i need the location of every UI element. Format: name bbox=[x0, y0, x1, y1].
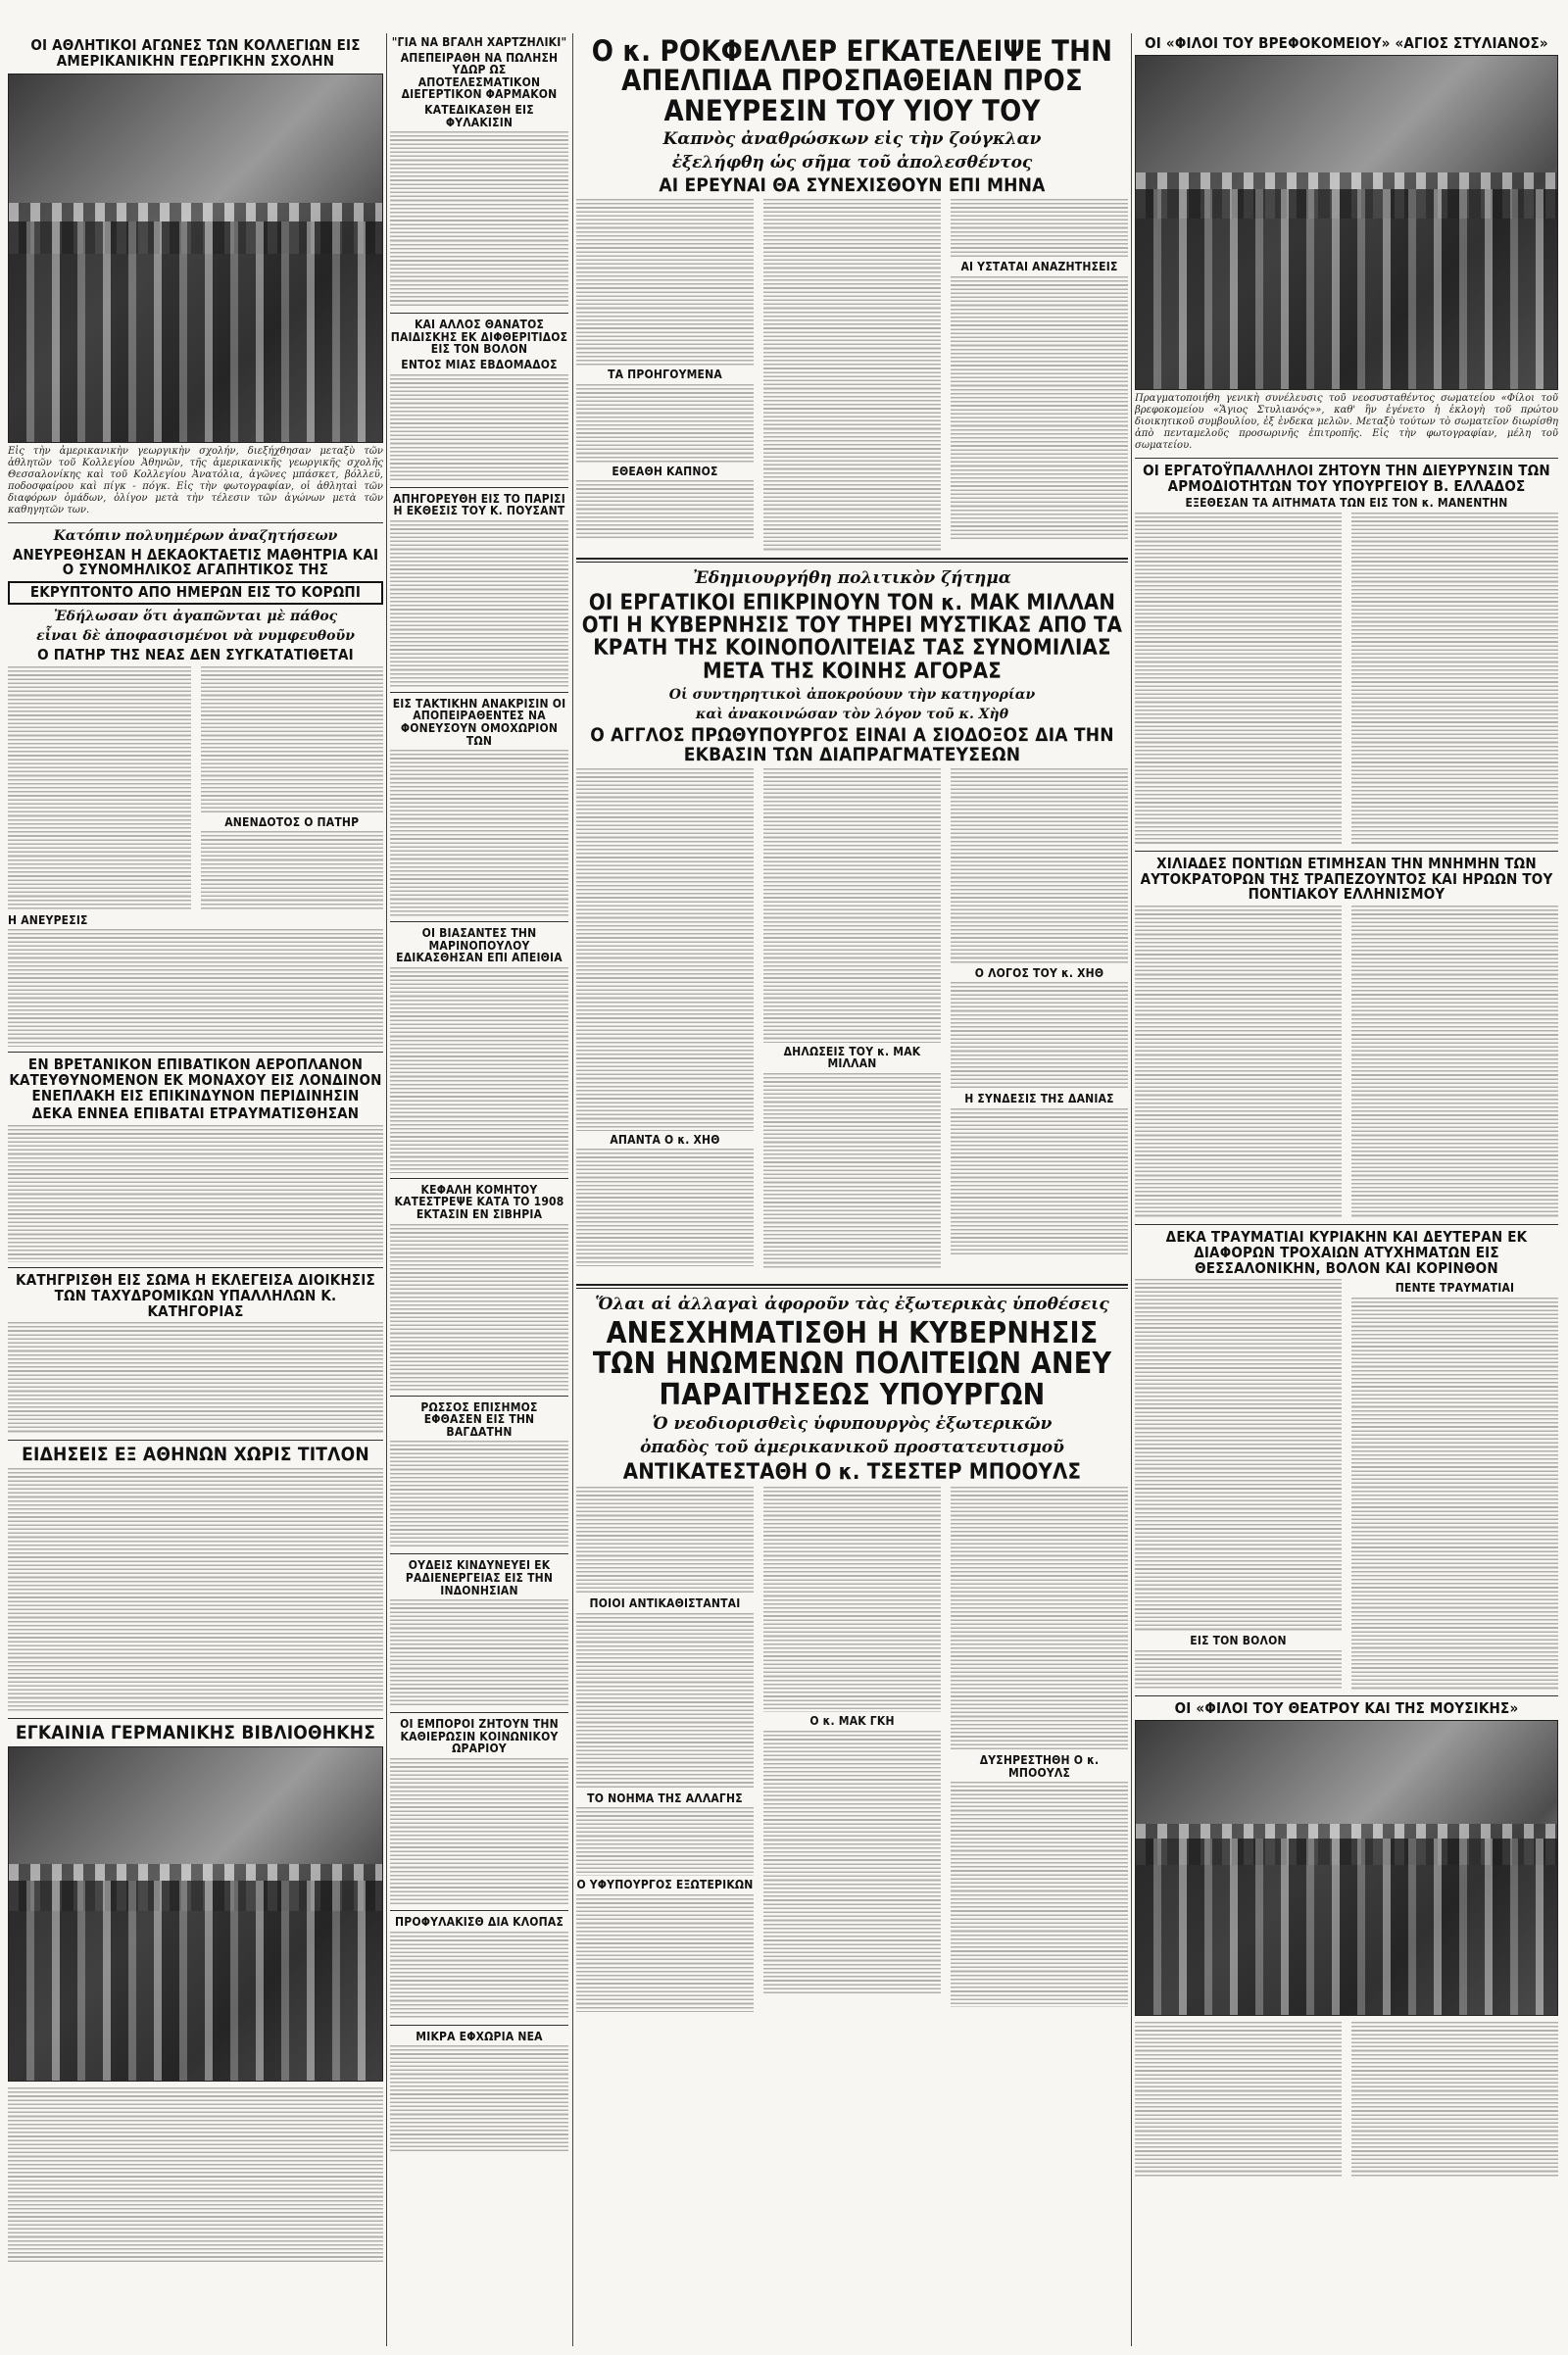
headline-reshuffle: ΑΝΕΣΧΗΜΑΤΙΣΘΗ Η ΚΥΒΕΡΝΗΣΙΣ ΤΩΝ ΗΝΩΜΕΝΩΝ ΠΟΛΙΤΕΙΩΝ ΑΝΕΥ ΠΑΡΑΙΤΗΣΕΩΣ ΥΠΟΥΡΓΩΝ bbox=[592, 1315, 1112, 1412]
kicker-changes: Ὅλαι αἱ ἀλλαγαὶ ἀφοροῦν τὰς ἐξωτερικὰς ὑποθέσεις bbox=[595, 1294, 1109, 1314]
subhead-deputy-2: ὀπαδὸς τοῦ ἀμερικανικοῦ προστατευτισμοῦ bbox=[640, 1438, 1064, 1457]
headline-father: Ο ΠΑΤΗΡ ΤΗΣ ΝΕΑΣ ΔΕΝ ΣΥΓΚΑΤΑΤΙΘΕΤΑΙ bbox=[37, 645, 354, 663]
column-rule bbox=[572, 33, 573, 2346]
caption-orphanage: Πραγματοποιήθη γενικὴ συνέλευσις τοῦ νεοσυσταθέντος σωματείου «Φίλοι τοῦ βρεφοκομείου «Ἅγιος Στυλιανός»», καθ' ἣν ἐγένετο ἡ ἐκλογὴ τοῦ πρώτου διοικητικοῦ συμβουλίου, ἐξ ἑνδεκα μελῶν. Μεταξὺ τούτων τὸ σωματεῖον διωρίσθη ἀπὸ πενταμελοῦς προσωρινῆς ἐπιτροπῆς. Εἰς τὴν φωτογραφίαν, μέλη τοῦ σωματείου. bbox=[1135, 392, 1558, 451]
photo-athletes bbox=[8, 74, 383, 443]
subhead-smoke-1: Καπνὸς ἀναθρώσκων εἰς τὴν ζούγκλαν bbox=[662, 129, 1042, 150]
headline-pontians: ΧΙΛΙΑΔΕΣ ΠΟΝΤΙΩΝ ΕΤΙΜΗΣΑΝ ΤΗΝ ΜΝΗΜΗΝ ΤΩΝ ΑΥΤΟΚΡΑΤΟΡΩΝ ΤΗΣ ΤΡΑΠΕΖΟΥΝΤΟΣ ΚΑΙ ΗΡΩΩΝ ΤΟΥ ΠΟΝΤΙΑΚΟΥ ΕΛΛΗΝΙΣΜΟΥ bbox=[1140, 854, 1553, 904]
label-answer: ΑΠΑΝΤΑ Ο κ. ΧΗΘ bbox=[610, 1132, 720, 1147]
column-4 bbox=[1135, 33, 1558, 2346]
subhead-love-2: εἶναι δὲ ἀποφασισμένοι νὰ νυμφευθοῦν bbox=[36, 627, 355, 644]
headline-british-pm: Ο ΑΓΓΛΟΣ ΠΡΩΘΥΠΟΥΡΓΟΣ ΕΙΝΑΙ Α ΣΙΟΔΟΞΟΣ ΔΙΑ ΤΗΝ ΕΚΒΑΣΙΝ ΤΩΝ ΔΙΑΠΡΑΓΜΑΤΕΥΣΕΩΝ bbox=[590, 723, 1114, 765]
headline-rapists: ΟΙ ΒΙΑΣΑΝΤΕΣ ΤΗΝ ΜΑΡΙΝΟΠΟΥΛΟΥ ΕΔΙΚΑΣΘΗΣΑΝ ΕΠΙ ΑΠΕΙΘΙΑ bbox=[396, 926, 563, 965]
column-rule bbox=[386, 33, 387, 2346]
headline-colleges: ΟΙ ΑΘΛΗΤΙΚΟΙ ΑΓΩΝΕΣ ΤΩΝ ΚΟΛΛΕΓΙΩΝ ΕΙΣ ΑΜΕΡΙΚΑΝΙΚΗΝ ΓΕΩΡΓΙΚΗΝ ΣΧΟΛΗΝ bbox=[30, 36, 361, 70]
headline-prison: ΚΑΤΕΔΙΚΑΣΘΗ ΕΙΣ ΦΥΛΑΚΙΣΙΝ bbox=[424, 102, 534, 129]
headline-library: ΕΓΚΑΙΝΙΑ ΓΕΡΜΑΝΙΚΗΣ ΒΙΒΛΙΟΘΗΚΗΣ bbox=[15, 1722, 376, 1744]
headline-labour: ΟΙ ΕΡΓΑΤΙΚΟΙ ΕΠΙΚΡΙΝΟΥΝ ΤΟΝ κ. ΜΑΚ ΜΙΛΛΑΝ ΟΤΙ Η ΚΥΒΕΡΝΗΣΙΣ ΤΟΥ ΤΗΡΕΙ ΜΥΣΤΙΚΑΣ ΑΠΟ ΤΑ ΚΡΑΤΗ ΤΗΣ ΚΟΙΝΟΠΟΛΙΤΕΙΑΣ ΤΑΣ ΣΥΝΟΜΙΛΙΑΣ ΜΕΤΑ ΤΗΣ ΚΟΙΝΗΣ ΑΓΟΡΑΣ bbox=[581, 591, 1123, 684]
subhead-conservatives-2: καὶ ἀνακοινώσαν τὸν λόγον τοῦ κ. Χὴθ bbox=[695, 706, 1009, 722]
label-heath: Ο ΛΟΓΟΣ ΤΟΥ κ. ΧΗΘ bbox=[974, 965, 1104, 980]
label-found: Η ΑΝΕΥΡΕΣΙΣ bbox=[8, 912, 88, 927]
subhead-love-1: Ἐδήλωσαν ὅτι ἀγαπῶνται μὲ πάθος bbox=[53, 608, 338, 624]
headline-bowles: ΑΝΤΙΚΑΤΕΣΤΑΘΗ Ο κ. ΤΣΕΣΤΕΡ ΜΠΟΟΥΛΣ bbox=[622, 1460, 1082, 1485]
headline-theatre: ΟΙ «ΦΙΛΟΙ ΤΟΥ ΘΕΑΤΡΟΥ ΚΑΙ ΤΗΣ ΜΟΥΣΙΚΗΣ» bbox=[1174, 1699, 1519, 1718]
label-five-injured: ΠΕΝΤΕ ΤΡΑΥΜΑΤΙΑΙ bbox=[1395, 1281, 1515, 1296]
headline-deaths: ΚΑΙ ΑΛΛΟΣ ΘΑΝΑΤΟΣ ΠΑΙΔΙΣΚΗΣ ΕΚ ΔΙΦΘΕΡΙΤΙΔΟΣ ΕΙΣ ΤΟΝ ΒΟΛΟΝ bbox=[390, 318, 568, 357]
column-1 bbox=[8, 35, 383, 2348]
headline-russian: ΡΩΣΣΟΣ ΕΠΙΣΗΜΟΣ ΕΦΘΑΣΕΝ ΕΙΣ ΤΗΝ ΒΑΓΔΑΤΗΝ bbox=[420, 1399, 538, 1439]
headline-drug: ΑΠΕΠΕΙΡΑΘΗ ΝΑ ΠΩΛΗΣΗ ΥΔΩΡ ΩΣ ΑΠΟΤΕΛΕΣΜΑΤΙΚΟΝ ΔΙΕΓΕΡΤΙΚΟΝ ΦΑΡΜΑΚΟΝ bbox=[400, 50, 559, 102]
label-macghee: Ο κ. ΜΑΚ ΓΚΗ bbox=[809, 1714, 895, 1729]
label-father: ΑΝΕΝΔΟΤΟΣ Ο ΠΑΤΗΡ bbox=[224, 814, 360, 829]
column-rule bbox=[1131, 33, 1132, 2346]
headline-workers: ΟΙ ΕΡΓΑΤΟΫΠΑΛΛΗΛΟΙ ΖΗΤΟΥΝ ΤΗΝ ΔΙΕΥΡΥΝΣΙΝ ΤΩΝ ΑΡΜΟΔΙΟΤΗΤΩΝ ΤΟΥ ΥΠΟΥΡΓΕΙΟΥ Β. ΕΛΛΑΔΟΣ bbox=[1143, 461, 1550, 495]
label-upset: ΔΥΣΗΡΕΣΤΗΘΗ Ο κ. ΜΠΟΟΥΛΣ bbox=[979, 1753, 1100, 1780]
label-deputy: Ο ΥΦΥΠΟΥΡΓΟΣ ΕΞΩΤΕΡΙΚΩΝ bbox=[576, 1878, 754, 1892]
photo-library bbox=[8, 1746, 383, 2082]
column-3 bbox=[576, 33, 1128, 2346]
headline-injured: ΔΕΚΑ ΕΝΝΕΑ ΕΠΙΒΑΤΑΙ ΕΤΡΑΥΜΑΤΙΣΘΗΣΑΝ bbox=[31, 1104, 360, 1123]
headline-radio: ΟΥΔΕΙΣ ΚΙΝΔΥΝΕΥΕΙ ΕΚ ΡΑΔΙΕΝΕΡΓΕΙΑΣ ΕΙΣ ΤΗΝ ΙΝΔΟΝΗΣΙΑΝ bbox=[405, 1558, 554, 1597]
subhead-deputy-1: Ὁ νεοδιορισθεὶς ὑφυπουργὸς ἐξωτερικῶν bbox=[652, 1414, 1053, 1434]
headline-workers-sub: ΕΞΕΘΕΣΑΝ ΤΑ ΑΙΤΗΜΑΤΑ ΤΩΝ ΕΙΣ ΤΟΝ κ. ΜΑΝΕΝΤΗΝ bbox=[1185, 496, 1508, 511]
headline-news: ΕΙΔΗΣΕΙΣ ΕΞ ΑΘΗΝΩΝ ΧΩΡΙΣ ΤΙΤΛΟΝ bbox=[22, 1444, 369, 1466]
subhead-conservatives-1: Οἱ συντηρητικοὶ ἀποκρούουν τὴν κατηγορίαν bbox=[668, 686, 1036, 703]
label-previous: ΤΑ ΠΡΟΗΓΟΥΜΕΝΑ bbox=[608, 368, 722, 382]
photo-theatre bbox=[1135, 1720, 1558, 2016]
headline-accidents: ΔΕΚΑ ΤΡΑΥΜΑΤΙΑΙ ΚΥΡΙΑΚΗΝ ΚΑΙ ΔΕΥΤΕΡΑΝ ΕΚ ΔΙΑΦΟΡΩΝ ΤΡΟΧΑΙΩΝ ΑΤΥΧΗΜΑΤΩΝ ΕΙΣ ΘΕΣΣΑΛΟΝΙΚΗΝ, ΒΟΛΟΝ ΚΑΙ ΚΟΡΙΝΘΟΝ bbox=[1165, 1228, 1528, 1277]
headline-comet: ΚΕΦΑΛΗ ΚΟΜΗΤΟΥ ΚΑΤΕΣΤΡΕΨΕ ΚΑΤΑ ΤΟ 1908 ΕΚΤΑΣΙΝ ΕΝ ΣΙΒΗΡΙΑ bbox=[394, 1182, 564, 1222]
column-2 bbox=[390, 33, 568, 2346]
label-replacements: ΠΟΙΟΙ ΑΝΤΙΚΑΘΙΣΤΑΝΤΑΙ bbox=[589, 1596, 741, 1611]
kicker-political: Ἐδημιουργήθη πολιτικὸν ζήτημα bbox=[693, 568, 1011, 589]
headline-rockefeller: Ο κ. ΡΟΚΦΕΛΛΕΡ ΕΓΚΑΤΕΛΕΙΨΕ ΤΗΝ ΑΠΕΛΠΙΔΑ ΠΡΟΣΠΑΘΕΙΑΝ ΠΡΟΣ ΑΝΕΥΡΕΣΙΝ ΤΟΥ ΥΙΟΥ ΤΟΥ bbox=[591, 34, 1113, 127]
caption-athletes: Εἰς τὴν ἀμερικανικὴν γεωργικὴν σχολήν, διεξήχθησαν μεταξὺ τῶν ἀθλητῶν τοῦ Κολλεγίου Ἀθηνῶν, τῆς ἀμερικανικῆς γεωργικῆς σχολῆς Θεσσαλονίκης καὶ τοῦ Κολλεγίου Ἀνατόλια, ἀγῶνες μπάσκετ, βόλλεϋ, ποδοσφαίρου καὶ πίγκ - πόγκ. Εἰς τὴν φωτογραφίαν, οἱ ἀθληταὶ τῶν διαφόρων ὁμάδων, ὀλίγον μετὰ τὴν τέλεσιν τῶν ἀγώνων μετὰ τῶν καθηγητῶν των. bbox=[8, 445, 383, 515]
label-volos: ΕΙΣ ΤΟΝ ΒΟΛΟΝ bbox=[1190, 1634, 1287, 1648]
headline-found: ΑΝΕΥΡΕΘΗΣΑΝ Η ΔΕΚΑΟΚΤΑΕΤΙΣ ΜΑΘΗΤΡΙΑ ΚΑΙ Ο ΣΥΝΟΜΗΛΙΚΟΣ ΑΓΑΠΗΤΙΚΟΣ ΤΗΣ bbox=[12, 545, 379, 579]
label-last-searches: ΑΙ ΥΣΤΑΤΑΙ ΑΝΑΖΗΤΗΣΕΙΣ bbox=[960, 260, 1118, 274]
headline-poussin: ΑΠΗΓΟΡΕΥΘΗ ΕΙΣ ΤΟ ΠΑΡΙΣΙ Η ΕΚΘΕΣΙΣ ΤΟΥ Κ. ΠΟΥΣΑΝΤ bbox=[393, 491, 565, 518]
kicker-search: Κατόπιν πολυημέρων ἀναζητήσεων bbox=[53, 527, 338, 544]
headline-orphanage: ΟΙ «ΦΙΛΟΙ ΤΟΥ ΒΡΕΦΟΚΟΜΕΙΟΥ» «ΑΓΙΟΣ ΣΤΥΛΙΑΝΟΣ» bbox=[1145, 34, 1548, 52]
headline-merchants: ΟΙ ΕΜΠΟΡΟΙ ΖΗΤΟΥΝ ΤΗΝ ΚΑΘΙΕΡΩΣΙΝ ΚΟΙΝΩΝΙΚΟΥ ΩΡΑΡΙΟΥ bbox=[400, 1717, 559, 1756]
headline-search-month: ΑΙ ΕΡΕΥΝΑΙ ΘΑ ΣΥΝΕΧΙΣΘΟΥΝ ΕΠΙ ΜΗΝΑ bbox=[659, 174, 1046, 197]
label-mac-millan: ΔΗΛΩΣΕΙΣ ΤΟΥ κ. ΜΑΚ ΜΙΛΛΑΝ bbox=[783, 1044, 921, 1071]
headline-small: ΜΙΚΡΑ ΕΦΧΩΡΙΑ ΝΕΑ bbox=[416, 2029, 543, 2043]
kicker-pocket-money: "ΓΙΑ ΝΑ ΒΓΑΛΗ ΧΑΡΤΖΗΛΙΚΙ" bbox=[391, 35, 567, 49]
headline-tactic: ΕΙΣ ΤΑΚΤΙΚΗΝ ΑΝΑΚΡΙΣΙΝ ΟΙ ΑΠΟΠΕΙΡΑΘΕΝΤΕΣ ΝΑ ΦΟΝΕΥΣΟΥΝ ΟΜΟΧΩΡΙΟΝ ΤΩΝ bbox=[392, 696, 566, 748]
photo-orphanage bbox=[1135, 55, 1558, 390]
headline-theft: ΠΡΟΦΥΛΑΚΙΣΘ ΔΙΑ ΚΛΟΠΑΣ bbox=[394, 1915, 564, 1929]
label-smoke: ΕΘΕΑΘΗ ΚΑΠΝΟΣ bbox=[612, 464, 718, 478]
label-denmark: Η ΣΥΝΔΕΣΙΣ ΤΗΣ ΔΑΝΙΑΣ bbox=[964, 1092, 1114, 1106]
headline-postal: ΚΑΤΗΓΡΙΣΘΗ ΕΙΣ ΣΩΜΑ Η ΕΚΛΕΓΕΙΣΑ ΔΙΟΙΚΗΣΙΣ ΤΩΝ ΤΑΧΥΔΡΟΜΙΚΩΝ ΥΠΑΛΛΗΛΩΝ Κ. ΚΑΤΗΓΟΡΙΑΣ bbox=[16, 1271, 375, 1320]
subhead-smoke-2: ἐξελήφθη ὡς σῆμα τοῦ ἀπολεσθέντος bbox=[671, 153, 1033, 173]
label-meaning: ΤΟ ΝΟΗΜΑ ΤΗΣ ΑΛΛΑΓΗΣ bbox=[587, 1791, 743, 1805]
headline-british-plane: ΕΝ ΒΡΕΤΑΝΙΚΟΝ ΕΠΙΒΑΤΙΚΟΝ ΑΕΡΟΠΛΑΝΟΝ ΚΑΤΕΥΘΥΝΟΜΕΝΟΝ ΕΚ ΜΟΝΑΧΟΥ ΕΙΣ ΛΟΝΔΙΝΟΝ ΕΝΕΠΛΑΚΗ ΕΙΣ ΕΠΙΚΙΝΔΥΝΟΝ ΠΕΡΙΔΙΝΗΣΙΝ bbox=[9, 1055, 382, 1104]
headline-deaths-sub: ΕΝΤΟΣ ΜΙΑΣ ΕΒΔΟΜΑΔΟΣ bbox=[401, 357, 558, 371]
headline-hid: ΕΚΡΥΠΤΟΝΤΟ ΑΠΟ ΗΜΕΡΩΝ ΕΙΣ ΤΟ ΚΟΡΩΠΙ bbox=[8, 581, 383, 605]
